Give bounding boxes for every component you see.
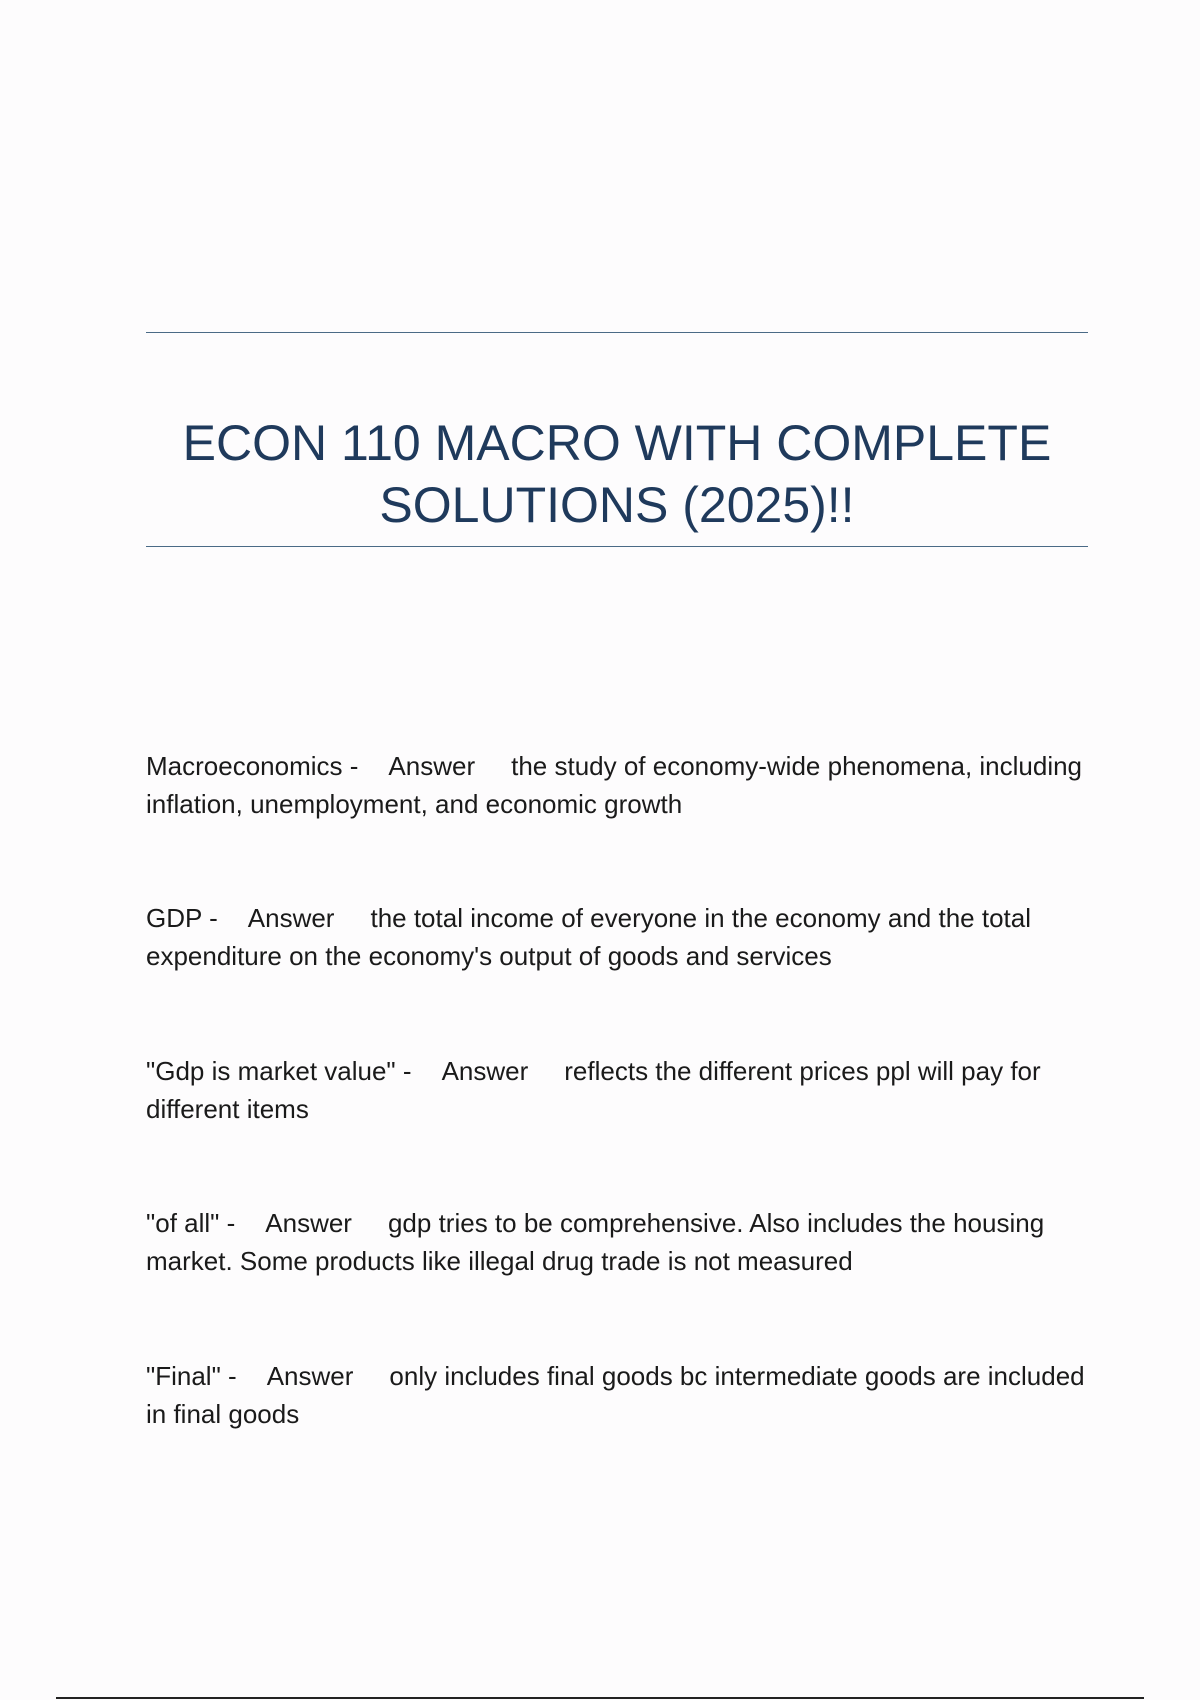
qa-term: GDP - (146, 903, 218, 933)
qa-term: Macroeconomics - (146, 751, 359, 781)
qa-item (146, 747, 1096, 823)
qa-term: "of all" - (146, 1208, 236, 1238)
title-bottom-rule (146, 546, 1088, 547)
qa-answer: the study of economy-wide phenomena, including inflation, unemployment, and economic growth (146, 751, 1083, 819)
qa-item (146, 1204, 1096, 1280)
qa-answer-label: Answer (265, 1208, 352, 1238)
qa-answer: the total income of everyone in the economy and the total expenditure on the economy's output of goods and services (146, 903, 1031, 971)
qa-item (146, 1357, 1096, 1433)
qa-term: "Final" - (146, 1361, 237, 1391)
qa-item (146, 899, 1096, 975)
qa-answer: gdp tries to be comprehensive. Also includes the housing market. Some products like illegal drug trade is not measured (146, 1208, 1045, 1276)
document-title: ECON 110 MACRO WITH COMPLETE SOLUTIONS (2025)!! (182, 415, 1052, 533)
qa-answer-label: Answer (266, 1361, 354, 1391)
qa-answer-label: Answer (388, 751, 476, 781)
qa-term: "Gdp is market value" - (146, 1056, 412, 1086)
qa-item (146, 1052, 1096, 1128)
qa-answer: only includes final goods bc intermediate goods are included in final goods (146, 1361, 1085, 1429)
qa-answer-label: Answer (441, 1056, 529, 1086)
footer-rule (56, 1697, 1144, 1699)
qa-answer-label: Answer (247, 903, 335, 933)
title-top-rule (146, 332, 1088, 333)
qa-answer: reflects the different prices ppl will pay for different items (146, 1056, 1041, 1124)
